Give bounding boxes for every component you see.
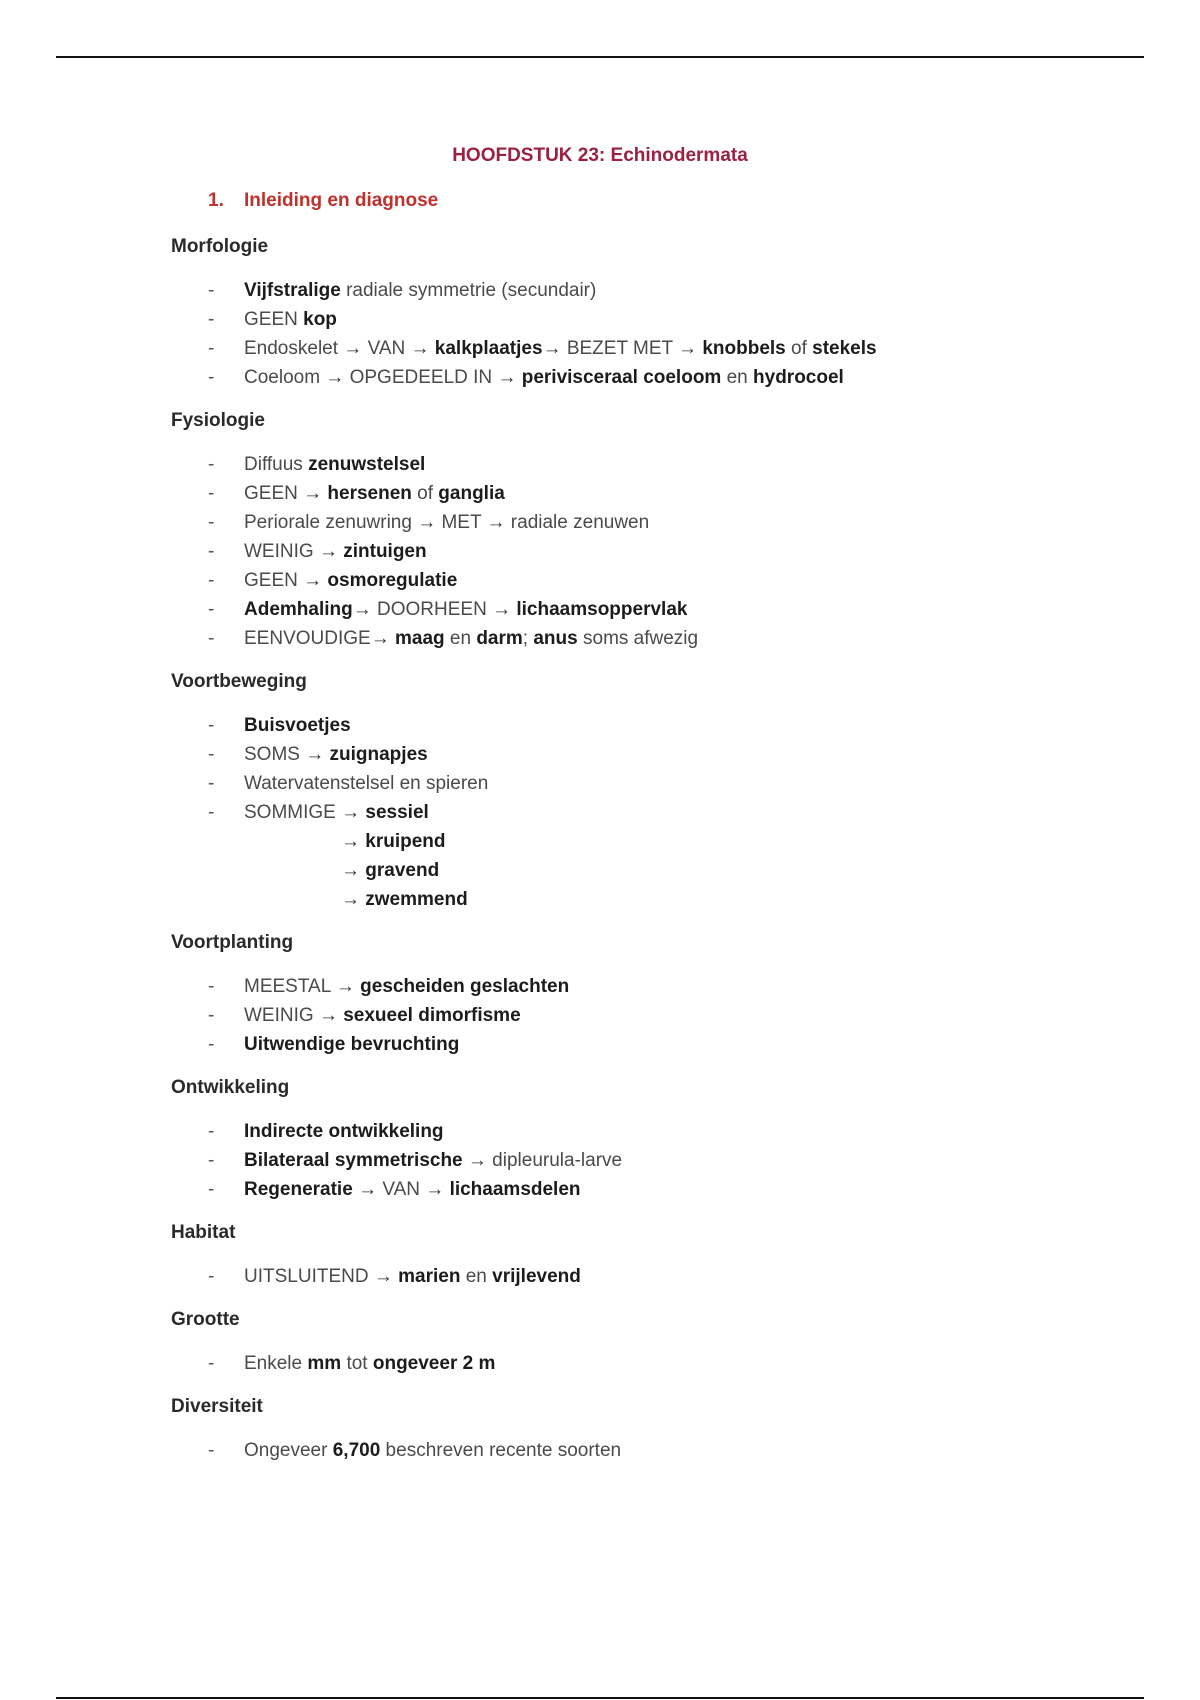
text: EENVOUDIGE — [244, 628, 371, 649]
bullet-dash-icon: - — [208, 280, 215, 301]
bold-text: Regeneratie — [244, 1179, 353, 1200]
arrow-icon: → — [303, 570, 323, 591]
list-item — [171, 1001, 1131, 1030]
text: MEESTAL — [244, 976, 336, 997]
text: Coeloom — [244, 367, 326, 388]
bold-text: hersenen — [327, 483, 412, 504]
bullet-list — [171, 1436, 1131, 1465]
text: Watervatenstelsel en spieren — [244, 773, 489, 794]
category-heading-voortbeweging: Voortbeweging — [171, 671, 307, 692]
list-item — [171, 595, 1131, 624]
bullet-dash-icon: - — [208, 1121, 215, 1142]
arrow-icon: → — [341, 802, 361, 823]
list-item — [171, 769, 1131, 798]
bullet-dash-icon: - — [208, 454, 215, 475]
text: SOMS — [244, 744, 306, 765]
text: of — [411, 483, 439, 504]
bullet-list — [171, 1117, 1131, 1204]
bold-text: Vijfstralige — [244, 280, 341, 301]
bullet-dash-icon: - — [208, 338, 215, 359]
bullet-dash-icon: - — [208, 367, 215, 388]
text: WEINIG — [244, 1005, 319, 1026]
list-item — [171, 537, 1131, 566]
bullet-dash-icon: - — [208, 541, 215, 562]
arrow-icon: → — [325, 367, 345, 388]
list-item — [171, 450, 1131, 479]
bold-text: stekels — [812, 338, 877, 359]
text: dipleurula-larve — [486, 1150, 623, 1171]
bold-text: marien — [398, 1266, 461, 1287]
text: ; — [522, 628, 534, 649]
bullet-dash-icon: - — [208, 976, 215, 997]
arrow-icon: → — [425, 1179, 445, 1200]
bullet-dash-icon: - — [208, 512, 215, 533]
bullet-dash-icon: - — [208, 773, 215, 794]
arrow-icon: → — [678, 338, 698, 359]
bold-text: sexueel dimorfisme — [343, 1005, 521, 1026]
header-rule — [56, 56, 1144, 58]
category-heading-grootte: Grootte — [171, 1309, 240, 1330]
text: Diffuus — [244, 454, 309, 475]
category-heading-diversiteit: Diversiteit — [171, 1396, 263, 1417]
text: GEEN — [244, 309, 304, 330]
arrow-icon: → — [373, 1266, 393, 1287]
arrow-icon: → — [303, 483, 323, 504]
text: VAN — [362, 338, 411, 359]
list-item — [171, 1146, 1131, 1175]
text: Periorale zenuwring — [244, 512, 418, 533]
bold-text: zintuigen — [343, 541, 427, 562]
bullet-dash-icon: - — [208, 744, 215, 765]
bold-text: sessiel — [365, 802, 429, 823]
bold-text: maag — [394, 628, 445, 649]
bold-text: knobbels — [702, 338, 786, 359]
arrow-icon: → — [497, 367, 517, 388]
category-heading-ontwikkeling: Ontwikkeling — [171, 1077, 290, 1098]
text: en — [460, 1266, 493, 1287]
bold-text: lichaamsdelen — [449, 1179, 581, 1200]
text: GEEN — [244, 570, 304, 591]
text: WEINIG — [244, 541, 319, 562]
bullet-list — [171, 276, 1131, 392]
bold-text: ganglia — [438, 483, 505, 504]
section-label: Inleiding en diagnose — [244, 190, 439, 211]
arrow-icon: → — [358, 1179, 378, 1200]
text: GEEN — [244, 483, 304, 504]
text: Endoskelet — [244, 338, 344, 359]
bold-text: vrijlevend — [492, 1266, 581, 1287]
bold-text: periviscerаal coeloom — [521, 367, 722, 388]
arrow-icon: → — [343, 338, 363, 359]
list-sub-item — [171, 827, 1131, 856]
bold-text: Indirecte ontwikkeling — [244, 1121, 444, 1142]
list-item — [171, 1117, 1131, 1146]
bullet-list — [171, 972, 1131, 1059]
bullet-dash-icon: - — [208, 1034, 215, 1055]
bold-text: gescheiden geslachten — [360, 976, 570, 997]
bullet-list — [171, 711, 1131, 914]
bold-text: gravend — [365, 860, 440, 881]
arrow-icon: → — [335, 976, 355, 997]
text: Ongeveer — [244, 1440, 333, 1461]
arrow-icon: → — [417, 512, 437, 533]
arrow-icon: → — [542, 338, 562, 359]
bold-text: Uitwendige bevruchting — [244, 1034, 460, 1055]
text: BEZET MET — [561, 338, 679, 359]
category-heading-morfologie: Morfologie — [171, 236, 269, 257]
arrow-icon: → — [492, 599, 512, 620]
list-item — [171, 1030, 1131, 1059]
bullet-list — [171, 1262, 1131, 1291]
category-heading-habitat: Habitat — [171, 1222, 236, 1243]
bold-text: zenuwstelsel — [308, 454, 426, 475]
arrow-icon: → — [305, 744, 325, 765]
list-sub-item — [171, 856, 1131, 885]
bullet-dash-icon: - — [208, 570, 215, 591]
bold-text: osmoregulatie — [327, 570, 458, 591]
text: radiale zenuwen — [505, 512, 650, 533]
text: of — [785, 338, 813, 359]
text: beschreven recente soorten — [380, 1440, 622, 1461]
arrow-icon: → — [341, 860, 360, 881]
bold-text: zwemmend — [365, 889, 468, 910]
list-item — [171, 798, 1131, 827]
list-item — [171, 1175, 1131, 1204]
bold-text: zuignapjes — [329, 744, 428, 765]
list-item — [171, 711, 1131, 740]
bold-text: mm — [307, 1353, 342, 1374]
bullet-dash-icon: - — [208, 1440, 215, 1461]
list-sub-item — [171, 885, 1131, 914]
bold-text: Buisvoetjes — [244, 715, 351, 736]
text: Enkele — [244, 1353, 308, 1374]
bold-text: 6,700 — [332, 1440, 381, 1461]
category-heading-fysiologie: Fysiologie — [171, 410, 265, 431]
list-item — [171, 740, 1131, 769]
text: en — [721, 367, 754, 388]
arrow-icon: → — [370, 628, 390, 649]
bullet-dash-icon: - — [208, 628, 215, 649]
category-heading-voortplanting: Voortplanting — [171, 932, 294, 953]
bold-text: Ademhaling — [244, 599, 353, 620]
bullet-dash-icon: - — [208, 309, 215, 330]
bullet-dash-icon: - — [208, 802, 215, 823]
bullet-dash-icon: - — [208, 1266, 215, 1287]
bold-text: kop — [303, 309, 337, 330]
text: en — [444, 628, 477, 649]
document-body — [171, 236, 1131, 1483]
list-item — [171, 566, 1131, 595]
list-item — [171, 305, 1131, 334]
bullet-dash-icon: - — [208, 1150, 215, 1171]
bold-text: ongeveer 2 m — [372, 1353, 496, 1374]
list-item — [171, 508, 1131, 537]
bullet-dash-icon: - — [208, 1005, 215, 1026]
list-item — [171, 276, 1131, 305]
arrow-icon: → — [486, 512, 506, 533]
text: DOORHEEN — [371, 599, 493, 620]
arrow-icon: → — [467, 1150, 487, 1171]
text: VAN — [377, 1179, 426, 1200]
bullet-dash-icon: - — [208, 715, 215, 736]
section-heading — [208, 190, 438, 212]
list-item — [171, 1262, 1131, 1291]
arrow-icon: → — [410, 338, 430, 359]
text: UITSLUITEND — [244, 1266, 374, 1287]
bold-text: Bilateraal symmetrische — [244, 1150, 468, 1171]
bullet-dash-icon: - — [208, 483, 215, 504]
list-item — [171, 1349, 1131, 1378]
bold-text: kruipend — [365, 831, 446, 852]
list-item — [171, 972, 1131, 1001]
text: soms afwezig — [577, 628, 699, 649]
bullet-list — [171, 450, 1131, 653]
bold-text: hydrocoel — [753, 367, 844, 388]
footer-rule — [56, 1697, 1144, 1699]
list-item — [171, 363, 1131, 392]
arrow-icon: → — [318, 541, 338, 562]
page-title: HOOFDSTUK 23: Echinodermata — [452, 145, 748, 166]
arrow-icon: → — [352, 599, 372, 620]
bullet-dash-icon: - — [208, 1179, 215, 1200]
arrow-icon: → — [341, 889, 360, 910]
arrow-icon: → — [341, 831, 360, 852]
text: radiale symmetrie (secundair) — [340, 280, 597, 301]
bullet-dash-icon: - — [208, 599, 215, 620]
bullet-dash-icon: - — [208, 1353, 215, 1374]
list-item — [171, 624, 1131, 653]
text: OPGEDEELD IN — [344, 367, 498, 388]
bold-text: kalkplaatjes — [434, 338, 543, 359]
text: SOMMIGE — [244, 802, 342, 823]
list-item — [171, 479, 1131, 508]
text: MET — [436, 512, 487, 533]
list-item — [171, 1436, 1131, 1465]
arrow-icon: → — [318, 1005, 338, 1026]
list-item — [171, 334, 1131, 363]
section-number: 1. — [208, 190, 224, 211]
bold-text: darm — [476, 628, 523, 649]
text: tot — [341, 1353, 373, 1374]
bold-text: anus — [533, 628, 578, 649]
bold-text: lichaamsoppervlak — [516, 599, 688, 620]
bullet-list — [171, 1349, 1131, 1378]
